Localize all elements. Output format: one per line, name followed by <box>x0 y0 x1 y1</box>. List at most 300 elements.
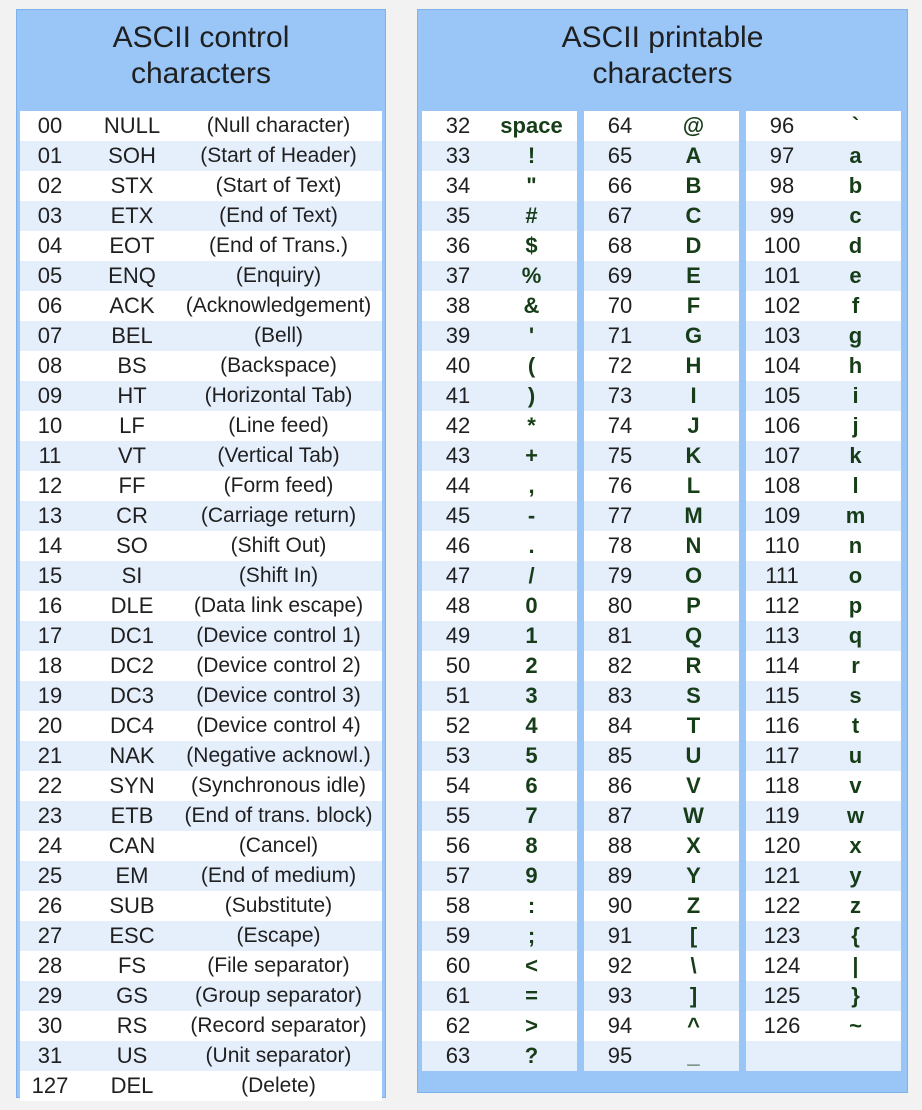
printable-character: $ <box>525 233 538 258</box>
printable-code: 50 <box>445 653 471 678</box>
control-row <box>20 801 382 831</box>
printable-code: 101 <box>763 263 801 288</box>
control-abbreviation: DC1 <box>109 623 154 648</box>
printable-row <box>422 1011 577 1041</box>
control-row <box>20 831 382 861</box>
printable-row <box>422 831 577 861</box>
empty-row <box>746 1041 901 1071</box>
printable-code: 96 <box>769 113 795 138</box>
control-code: 27 <box>37 923 63 948</box>
control-row <box>20 501 382 531</box>
control-description: (Bell) <box>253 324 303 347</box>
printable-row <box>584 801 739 831</box>
printable-code: 122 <box>763 893 801 918</box>
printable-code: 66 <box>607 173 633 198</box>
control-abbreviation: CR <box>116 503 148 528</box>
printable-character: k <box>849 443 862 468</box>
printable-character: W <box>683 803 704 828</box>
control-row <box>20 921 382 951</box>
printable-code: 125 <box>763 983 801 1008</box>
control-row <box>20 981 382 1011</box>
printable-character: P <box>686 593 701 618</box>
printable-row <box>422 171 577 201</box>
printable-row <box>584 381 739 411</box>
printable-character: X <box>686 833 701 858</box>
printable-character: H <box>685 353 702 378</box>
control-description: (File separator) <box>207 954 350 977</box>
control-row <box>20 111 382 141</box>
control-title-line-2: characters <box>130 57 272 90</box>
printable-row <box>422 441 577 471</box>
printable-panel-title <box>418 20 907 92</box>
control-abbreviation: DEL <box>110 1073 154 1098</box>
printable-character: y <box>849 863 862 888</box>
printable-code: 40 <box>445 353 471 378</box>
control-code: 31 <box>37 1043 63 1068</box>
printable-row <box>422 471 577 501</box>
printable-character: l <box>852 473 859 498</box>
control-abbreviation: RS <box>116 1013 148 1038</box>
printable-character: F <box>686 293 701 318</box>
printable-character: b <box>848 173 863 198</box>
printable-character: h <box>848 353 863 378</box>
control-code: 23 <box>37 803 63 828</box>
printable-character: } <box>851 983 860 1008</box>
printable-code: 105 <box>763 383 801 408</box>
control-row <box>20 291 382 321</box>
printable-character: u <box>848 743 863 768</box>
printable-code: 53 <box>445 743 471 768</box>
printable-code: 76 <box>607 473 633 498</box>
printable-code: 32 <box>445 113 471 138</box>
printable-character: / <box>528 563 535 588</box>
printable-code: 57 <box>445 863 471 888</box>
printable-row <box>584 981 739 1011</box>
printable-row <box>584 111 739 141</box>
printable-code: 54 <box>445 773 471 798</box>
printable-character: B <box>685 173 702 198</box>
printable-code: 116 <box>764 713 800 738</box>
printable-code: 34 <box>445 173 471 198</box>
printable-row <box>746 861 901 891</box>
control-abbreviation: BS <box>117 353 147 378</box>
printable-code: 41 <box>445 383 471 408</box>
printable-code: 120 <box>763 833 801 858</box>
printable-row <box>746 411 901 441</box>
printable-row <box>584 441 739 471</box>
printable-code: 45 <box>445 503 471 528</box>
control-description: (Unit separator) <box>205 1044 352 1067</box>
printable-row <box>746 291 901 321</box>
printable-row <box>422 771 577 801</box>
printable-row <box>584 831 739 861</box>
control-abbreviation: SYN <box>109 773 155 798</box>
printable-row <box>746 531 901 561</box>
printable-code: 56 <box>445 833 471 858</box>
printable-character: space <box>500 113 563 138</box>
control-title-line-1: ASCII control <box>112 21 290 54</box>
printable-character: M <box>684 503 703 528</box>
control-code: 20 <box>37 713 63 738</box>
printable-code: 43 <box>445 443 471 468</box>
printable-row <box>584 471 739 501</box>
control-code: 26 <box>37 893 63 918</box>
printable-code: 55 <box>445 803 471 828</box>
control-description: (Cancel) <box>238 834 319 857</box>
printable-row <box>584 651 739 681</box>
printable-code: 121 <box>763 863 801 888</box>
control-code: 22 <box>37 773 63 798</box>
control-description: (Device control 4) <box>196 714 361 737</box>
printable-code: 70 <box>607 293 633 318</box>
printable-row <box>584 201 739 231</box>
printable-row <box>584 741 739 771</box>
control-description: (Device control 2) <box>196 654 361 677</box>
printable-code: 69 <box>607 263 633 288</box>
control-description: (Group separator) <box>195 984 362 1007</box>
printable-code: 91 <box>607 923 633 948</box>
printable-row <box>584 291 739 321</box>
control-abbreviation: ETB <box>110 803 154 828</box>
printable-code: 123 <box>763 923 801 948</box>
printable-character: G <box>684 323 703 348</box>
printable-code: 119 <box>764 803 800 828</box>
printable-row <box>746 801 901 831</box>
printable-row <box>746 711 901 741</box>
printable-character: p <box>848 593 863 618</box>
printable-column-2 <box>584 111 739 1071</box>
printable-code: 90 <box>607 893 633 918</box>
printable-row <box>422 951 577 981</box>
printable-row <box>584 501 739 531</box>
printable-character: 6 <box>525 773 538 798</box>
printable-row <box>584 141 739 171</box>
control-description: (Backspace) <box>220 354 337 377</box>
printable-code: 80 <box>607 593 633 618</box>
printable-row <box>746 591 901 621</box>
printable-code: 92 <box>607 953 633 978</box>
printable-character: N <box>685 533 702 558</box>
printable-character: I <box>690 383 697 408</box>
printable-character: z <box>850 893 861 918</box>
control-row <box>20 621 382 651</box>
control-code: 21 <box>37 743 63 768</box>
printable-row <box>422 501 577 531</box>
printable-character: * <box>527 413 536 438</box>
printable-character: 8 <box>525 833 538 858</box>
printable-row <box>746 381 901 411</box>
printable-character: R <box>685 653 702 678</box>
printable-code: 104 <box>763 353 801 378</box>
printable-code: 88 <box>607 833 633 858</box>
printable-character: Z <box>686 893 701 918</box>
control-abbreviation: ESC <box>109 923 155 948</box>
printable-code: 100 <box>763 233 801 258</box>
printable-code: 117 <box>764 743 800 768</box>
control-abbreviation: HT <box>117 383 147 408</box>
printable-character: C <box>685 203 702 228</box>
printable-code: 62 <box>445 1013 471 1038</box>
printable-character: @ <box>682 113 705 138</box>
control-description: (Device control 3) <box>196 684 361 707</box>
printable-character: \ <box>690 953 697 978</box>
printable-row <box>422 111 577 141</box>
printable-title-line-2: characters <box>592 57 733 90</box>
printable-code: 37 <box>445 263 471 288</box>
printable-code: 85 <box>607 743 633 768</box>
printable-code: 111 <box>765 563 799 588</box>
control-code: 13 <box>37 503 63 528</box>
control-description: (End of medium) <box>200 864 357 887</box>
control-description: (End of trans. block) <box>184 804 373 827</box>
printable-character: & <box>523 293 540 318</box>
printable-character: ; <box>527 923 536 948</box>
printable-code: 99 <box>769 203 795 228</box>
printable-character: 4 <box>525 713 538 738</box>
control-code: 09 <box>37 383 63 408</box>
printable-code: 61 <box>445 983 471 1008</box>
control-abbreviation: FS <box>117 953 147 978</box>
printable-row <box>746 981 901 1011</box>
control-abbreviation: DC3 <box>109 683 154 708</box>
printable-code: 36 <box>445 233 471 258</box>
control-code: 18 <box>37 653 63 678</box>
printable-character: d <box>848 233 863 258</box>
printable-row <box>746 441 901 471</box>
printable-character: A <box>685 143 702 168</box>
control-panel-title <box>17 20 385 92</box>
printable-character: Y <box>686 863 701 888</box>
printable-row <box>584 621 739 651</box>
control-characters-table <box>20 111 382 1101</box>
printable-character: # <box>525 203 538 228</box>
printable-character: Q <box>684 623 703 648</box>
control-code: 19 <box>37 683 63 708</box>
printable-code: 83 <box>607 683 633 708</box>
control-abbreviation: SUB <box>109 893 155 918</box>
printable-code: 73 <box>607 383 633 408</box>
printable-row <box>422 351 577 381</box>
control-row <box>20 891 382 921</box>
control-row <box>20 321 382 351</box>
control-code: 00 <box>37 113 63 138</box>
printable-code: 48 <box>445 593 471 618</box>
printable-character: % <box>521 263 542 288</box>
printable-row <box>584 591 739 621</box>
printable-character: < <box>525 953 538 978</box>
printable-character: V <box>686 773 701 798</box>
printable-row <box>422 201 577 231</box>
printable-character: n <box>848 533 863 558</box>
printable-code: 81 <box>607 623 633 648</box>
printable-character: r <box>851 653 860 678</box>
control-code: 127 <box>31 1073 69 1098</box>
printable-character: g <box>848 323 863 348</box>
printable-character: v <box>849 773 862 798</box>
printable-character: U <box>685 743 702 768</box>
printable-code: 59 <box>445 923 471 948</box>
printable-character: | <box>852 953 859 978</box>
printable-character: 7 <box>525 803 538 828</box>
control-row <box>20 261 382 291</box>
control-row <box>20 141 382 171</box>
printable-row <box>422 381 577 411</box>
printable-row <box>422 651 577 681</box>
printable-row <box>422 231 577 261</box>
printable-code: 89 <box>607 863 633 888</box>
control-row <box>20 591 382 621</box>
printable-row <box>584 711 739 741</box>
control-abbreviation: SOH <box>108 143 156 168</box>
control-code: 04 <box>37 233 63 258</box>
control-row <box>20 411 382 441</box>
printable-character: ! <box>527 143 536 168</box>
printable-character: a <box>849 143 862 168</box>
printable-row <box>422 411 577 441</box>
printable-code: 93 <box>607 983 633 1008</box>
printable-row <box>746 621 901 651</box>
printable-row <box>584 951 739 981</box>
printable-code: 97 <box>769 143 795 168</box>
printable-row <box>584 531 739 561</box>
printable-character: [ <box>689 923 698 948</box>
printable-code: 108 <box>763 473 801 498</box>
control-row <box>20 201 382 231</box>
printable-character: ) <box>527 383 536 408</box>
control-row <box>20 1071 382 1101</box>
printable-character: O <box>684 563 703 588</box>
control-row <box>20 711 382 741</box>
printable-code: 112 <box>764 593 800 618</box>
printable-character: ^ <box>687 1013 700 1038</box>
control-row <box>20 561 382 591</box>
printable-row <box>422 711 577 741</box>
control-row <box>20 531 382 561</box>
printable-code: 94 <box>607 1013 633 1038</box>
control-description: (End of Text) <box>219 204 338 227</box>
printable-row <box>422 141 577 171</box>
printable-row <box>584 171 739 201</box>
control-code: 30 <box>37 1013 63 1038</box>
control-abbreviation: DLE <box>110 593 154 618</box>
control-code: 07 <box>37 323 63 348</box>
printable-code: 39 <box>445 323 471 348</box>
printable-code: 35 <box>445 203 471 228</box>
printable-row <box>584 321 739 351</box>
control-code: 03 <box>37 203 63 228</box>
control-code: 14 <box>37 533 63 558</box>
printable-character: w <box>846 803 865 828</box>
control-code: 17 <box>37 623 63 648</box>
printable-character: S <box>686 683 701 708</box>
printable-character: K <box>685 443 702 468</box>
printable-row <box>746 831 901 861</box>
printable-row <box>746 321 901 351</box>
printable-code: 98 <box>769 173 795 198</box>
control-code: 10 <box>37 413 63 438</box>
printable-row <box>422 921 577 951</box>
control-description: (Record separator) <box>190 1014 367 1037</box>
control-row <box>20 771 382 801</box>
printable-code: 65 <box>607 143 633 168</box>
control-abbreviation: GS <box>116 983 148 1008</box>
printable-character: i <box>852 383 859 408</box>
control-description: (Shift Out) <box>230 534 327 557</box>
control-characters-panel <box>16 9 386 1098</box>
control-abbreviation: VT <box>117 443 147 468</box>
printable-column-1 <box>422 111 577 1071</box>
printable-character: 2 <box>525 653 538 678</box>
control-row <box>20 231 382 261</box>
control-abbreviation: STX <box>110 173 154 198</box>
control-abbreviation: US <box>116 1043 148 1068</box>
printable-code: 60 <box>445 953 471 978</box>
control-description: (Line feed) <box>228 414 329 437</box>
printable-character: 5 <box>525 743 538 768</box>
printable-character: m <box>845 503 866 528</box>
printable-code: 42 <box>445 413 471 438</box>
printable-character: ' <box>528 323 535 348</box>
printable-row <box>422 981 577 1011</box>
printable-code: 103 <box>763 323 801 348</box>
printable-code: 78 <box>607 533 633 558</box>
printable-character: L <box>686 473 701 498</box>
printable-title-line-1: ASCII printable <box>561 21 764 54</box>
control-row <box>20 951 382 981</box>
control-code: 25 <box>37 863 63 888</box>
printable-character: + <box>525 443 538 468</box>
printable-code: 126 <box>763 1013 801 1038</box>
printable-character: > <box>525 1013 538 1038</box>
control-description: (Null character) <box>206 114 351 137</box>
printable-code: 68 <box>607 233 633 258</box>
control-abbreviation: LF <box>119 413 145 438</box>
printable-row <box>584 561 739 591</box>
control-row <box>20 441 382 471</box>
control-description: (Device control 1) <box>196 624 361 647</box>
printable-code: 113 <box>764 623 800 648</box>
printable-character: t <box>851 713 860 738</box>
control-row <box>20 1041 382 1071</box>
control-code: 01 <box>37 143 63 168</box>
printable-character: 0 <box>525 593 538 618</box>
printable-code: 38 <box>445 293 471 318</box>
printable-row <box>422 1041 577 1071</box>
printable-row <box>584 1011 739 1041</box>
printable-row <box>422 741 577 771</box>
control-description: (Data link escape) <box>193 594 364 617</box>
printable-code: 118 <box>764 773 800 798</box>
printable-row <box>746 951 901 981</box>
printable-code: 51 <box>445 683 471 708</box>
control-description: (Acknowledgement) <box>185 294 372 317</box>
printable-row <box>584 261 739 291</box>
printable-character: x <box>849 833 862 858</box>
printable-row <box>746 921 901 951</box>
printable-code: 63 <box>445 1043 471 1068</box>
printable-character: o <box>848 563 863 588</box>
control-abbreviation: NAK <box>109 743 155 768</box>
printable-row <box>422 801 577 831</box>
printable-character: J <box>687 413 700 438</box>
printable-code: 33 <box>445 143 471 168</box>
printable-row <box>746 261 901 291</box>
printable-row <box>584 891 739 921</box>
printable-character: - <box>527 503 536 528</box>
printable-character: T <box>686 713 701 738</box>
printable-row <box>422 531 577 561</box>
printable-row <box>422 861 577 891</box>
